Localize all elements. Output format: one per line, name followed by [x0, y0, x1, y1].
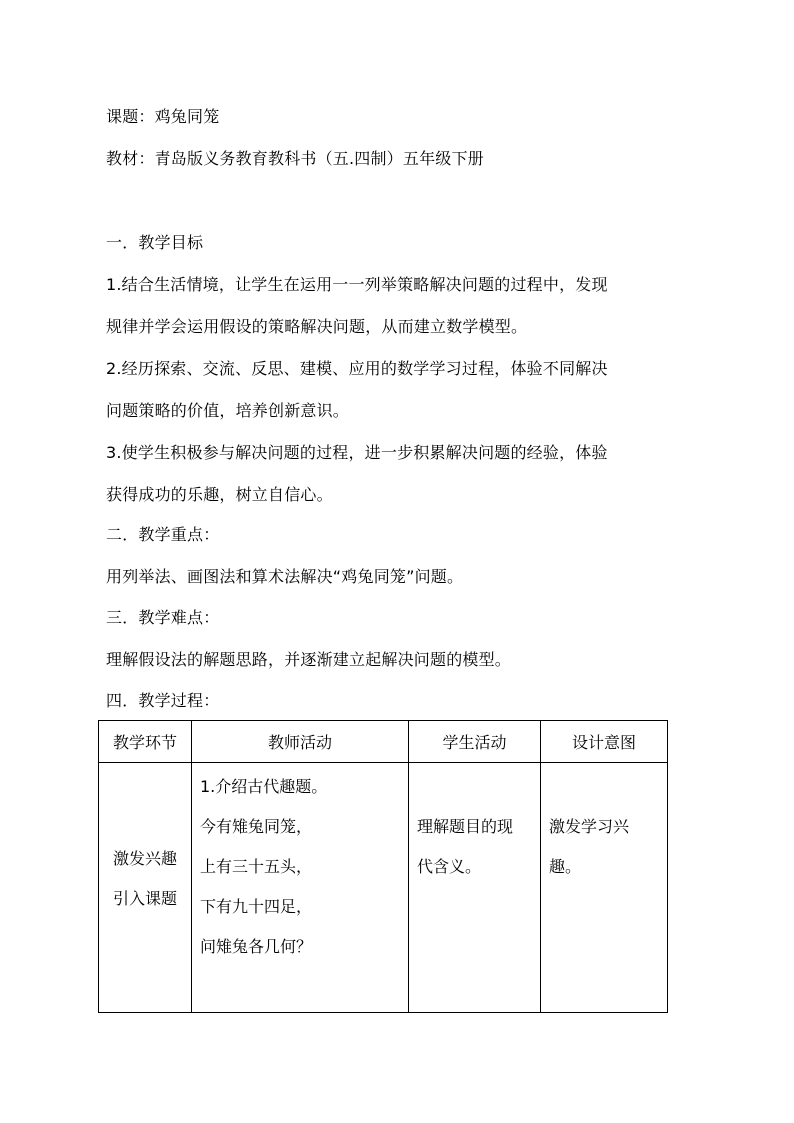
objective-line: 2.经历探索、交流、反思、建模、应用的数学学习过程，体验不同解决	[106, 359, 608, 378]
column-header-design: 设计意图	[541, 721, 668, 763]
objective-line: 规律并学会运用假设的策略解决问题，从而建立数学模型。	[106, 317, 528, 336]
teacher-line: 下有九十四足，	[200, 897, 313, 916]
objectives-heading: 一．教学目标	[106, 233, 204, 252]
objective-line: 1.结合生活情境，让学生在运用一一列举策略解决问题的过程中，发现	[106, 275, 608, 294]
design-line: 趣。	[549, 857, 582, 876]
stage-cell	[99, 763, 192, 1013]
difficulties-heading: 三．教学难点：	[106, 608, 220, 627]
column-header-stage: 教学环节	[99, 721, 192, 763]
student-line: 代含义。	[417, 857, 482, 876]
teacher-activity-cell	[192, 763, 409, 1013]
design-intent-cell	[541, 763, 668, 1013]
stage-line: 引入课题	[112, 889, 177, 908]
objective-line: 问题策略的价值，培养创新意识。	[106, 401, 350, 420]
key-points-text: 用列举法、画图法和算术法解决“鸡兔同笼”问题。	[106, 567, 464, 586]
textbook-info: 教材：青岛版义务教育教科书（五.四制）五年级下册	[106, 149, 484, 168]
student-activity-cell	[409, 763, 541, 1013]
teacher-line: 今有雉兔同笼，	[200, 817, 313, 836]
difficulties-text: 理解假设法的解题思路，并逐渐建立起解决问题的模型。	[106, 650, 512, 669]
key-points-heading: 二．教学重点：	[106, 525, 220, 544]
design-line: 激发学习兴	[549, 817, 630, 836]
teacher-line: 问雉兔各几何？	[200, 937, 313, 956]
teaching-process-table	[98, 720, 668, 1013]
objective-line: 3.使学生积极参与解决问题的过程，进一步积累解决问题的经验，体验	[106, 443, 608, 462]
objective-line: 获得成功的乐趣，树立自信心。	[106, 485, 333, 504]
stage-line: 激发兴趣	[112, 849, 177, 868]
teacher-line: 1.介绍古代趣题。	[200, 777, 328, 796]
table-header-row	[99, 721, 668, 763]
table-row	[99, 763, 668, 1013]
student-line: 理解题目的现	[417, 817, 514, 836]
lesson-topic: 课题：鸡兔同笼	[106, 107, 220, 126]
column-header-teacher: 教师活动	[192, 721, 409, 763]
process-heading: 四．教学过程：	[106, 691, 220, 710]
teacher-line: 上有三十五头，	[200, 857, 313, 876]
column-header-student: 学生活动	[409, 721, 541, 763]
